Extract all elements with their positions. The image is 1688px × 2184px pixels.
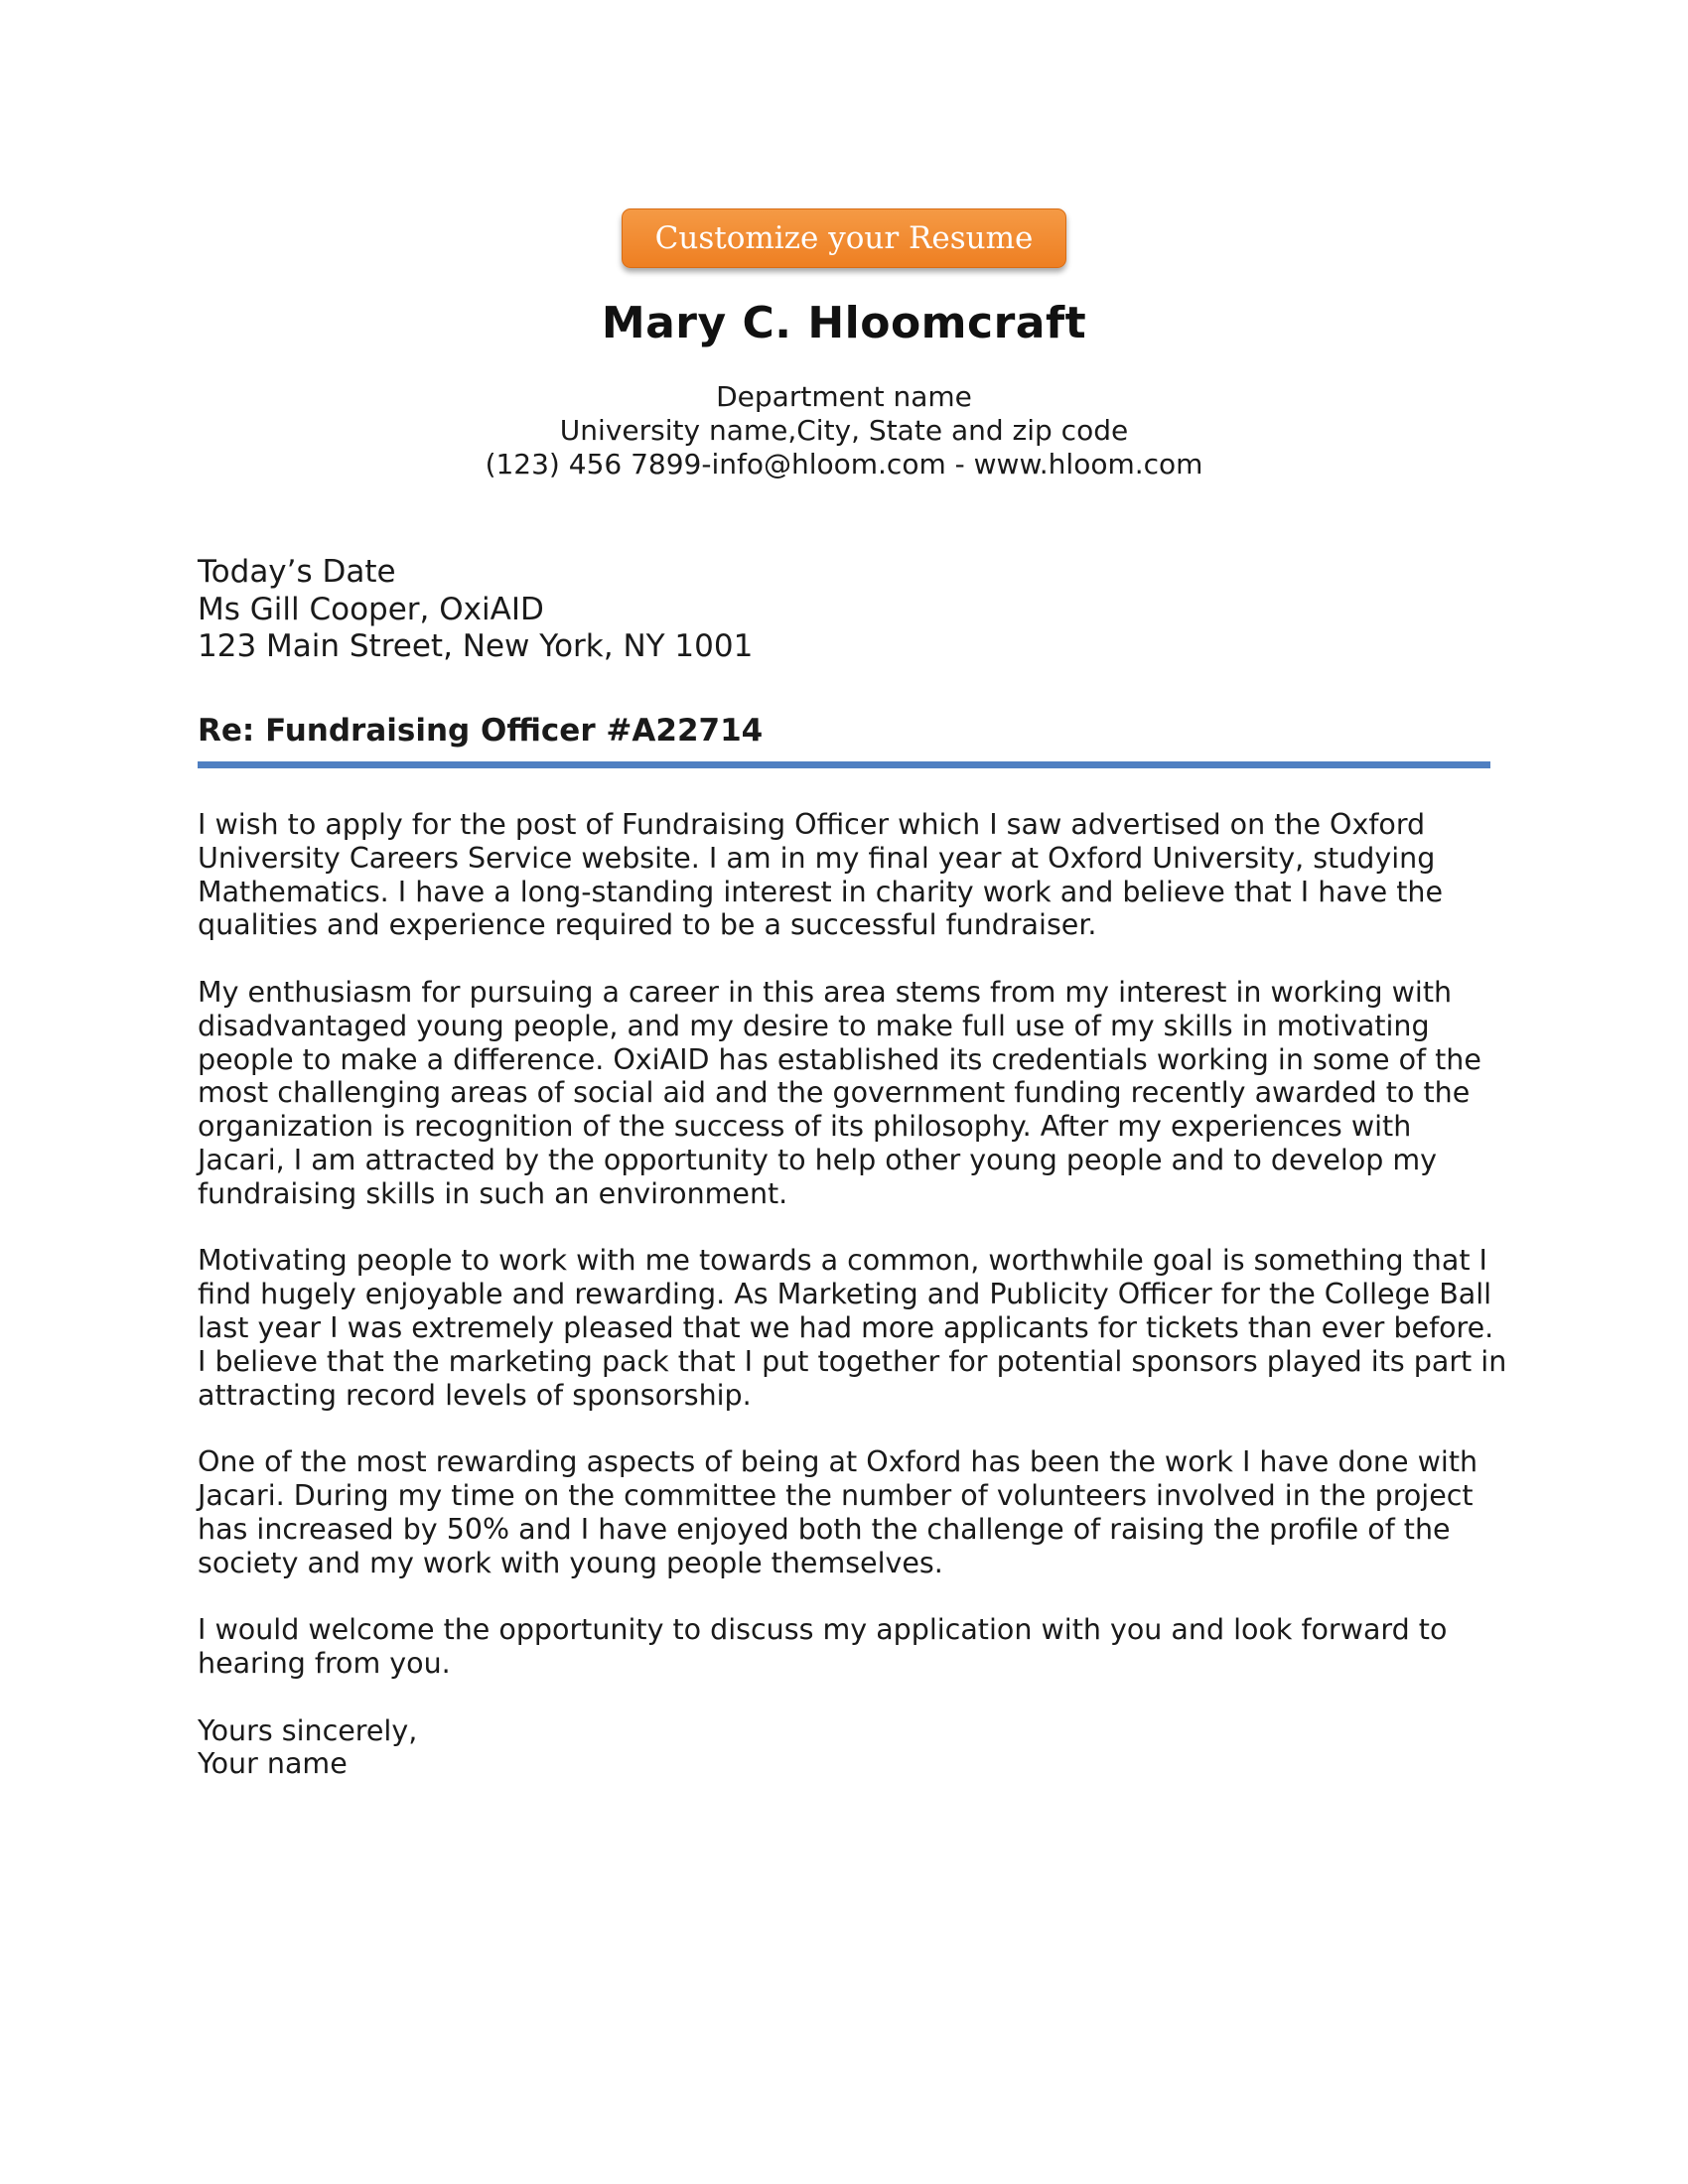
contact-block [0, 380, 1688, 481]
body-paragraph: Motivating people to work with me towards a common, worthwhile goal is something that I find hugely enjoyable and rewarding. As Marketing and Publicity Officer for the College Ball last year I was extremely pleased that we had more applicants for tickets than ever before. I believe that the marketing pack that I put together for potential sponsors played its part in attracting record levels of sponsorship. [198, 1244, 1507, 1412]
recipient-block [198, 554, 753, 666]
signature-name: Your name [198, 1747, 348, 1781]
department-name: Department name [716, 380, 972, 413]
contact-details: (123) 456 7899-info@hloom.com - www.hloom.com [485, 448, 1203, 480]
body-paragraph: I wish to apply for the post of Fundraising Officer which I saw advertised on the Oxford University Careers Service website. I am in my final year at Oxford University, studying Mathematics. I have a long-standing interest in charity work and believe that I have the qualities and experience required to be a successful fundraiser. [198, 808, 1444, 942]
recipient-address: 123 Main Street, New York, NY 1001 [198, 628, 754, 664]
applicant-name: Mary C. Hloomcraft [601, 298, 1087, 348]
letter-date: Today’s Date [198, 554, 396, 590]
body-paragraph: I would welcome the opportunity to discuss my application with you and look forward to hearing from you. [198, 1613, 1448, 1680]
university-address: University name,City, State and zip code [559, 414, 1129, 447]
divider-rule [198, 761, 1490, 768]
cta-container [0, 208, 1688, 268]
customize-resume-button[interactable]: Customize your Resume [622, 208, 1066, 268]
body-paragraph: One of the most rewarding aspects of being at Oxford has been the work I have done with Jacari. During my time on the committee the number of volunteers involved in the project has increased by 50% and I have enjoyed both the challenge of raising the profile of the society and my work with young people themselves. [198, 1445, 1478, 1579]
body-paragraph: My enthusiasm for pursuing a career in this area stems from my interest in working with disadvantaged young people, and my desire to make full use of my skills in motivating people to make a difference. OxiAID has established its credentials working in some of the most challenging areas of social aid and the government funding recently awarded to the organization is recognition of the success of its philosophy. After my experiences with Jacari, I am attracted by the opportunity to help other young people and to develop my fundraising skills in such an environment. [198, 975, 1481, 1210]
subject-line: Re: Fundraising Officer #A22714 [198, 713, 764, 749]
closing-salutation: Yours sincerely, [198, 1713, 418, 1747]
letter-body [198, 808, 1508, 1781]
recipient-name: Ms Gill Cooper, OxiAID [198, 591, 544, 627]
